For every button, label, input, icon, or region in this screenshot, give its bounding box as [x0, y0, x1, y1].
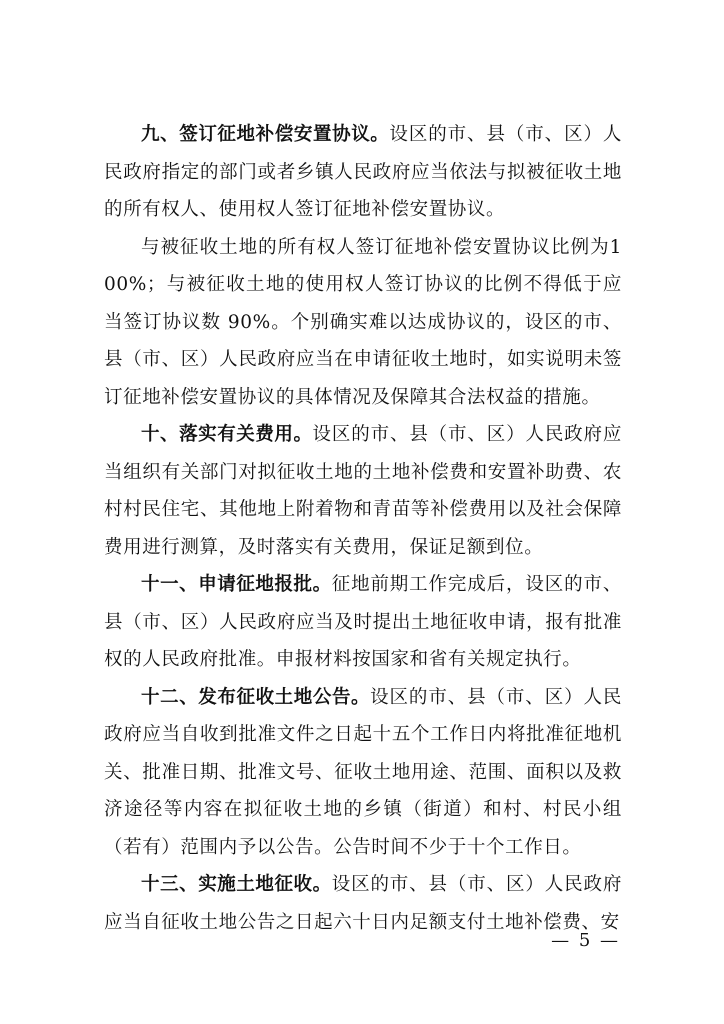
- paragraph-13: [104, 866, 622, 941]
- document-body: [104, 116, 622, 941]
- paragraph-text: 设区的市、县（市、区）人民政府应当组织有关部门对拟征收土地的土地补偿费和安置补助费、农村村民住宅、其他地上附着物和青苗等补偿费用以及社会保障费用进行测算，及时落实有关费用，保证足额到位。: [104, 424, 622, 558]
- section-heading: 十一、申请征地报批。: [141, 574, 332, 595]
- paragraph-11: [104, 566, 622, 679]
- section-heading: 十、落实有关费用。: [141, 424, 313, 445]
- section-heading: 十三、实施土地征收。: [141, 874, 332, 895]
- paragraph-text: 与被征收土地的所有权人签订征地补偿安置协议比例为100%；与被征收土地的使用权人签订协议的比例不得低于应当签订协议数 90%。个别确实难以达成协议的，设区的市、县（市、区）人民政府应当在申请征收土地时，如实说明未签订征地补偿安置协议的具体情况及保障其合法权益的措施。: [104, 236, 622, 408]
- paragraph-text: 设区的市、县（市、区）人民政府应当自收到批准文件之日起十五个工作日内将批准征地机关、批准日期、批准文号、征收土地用途、范围、面积以及救济途径等内容在拟征收土地的乡镇（街道）和村、村民小组（若有）范围内予以公告。公告时间不少于十个工作日。: [104, 686, 622, 858]
- paragraph-text: 设区的市、县（市、区）人民政府应当自征收土地公告之日起六十日内足额支付土地补偿费、安: [104, 874, 622, 933]
- paragraph-text: 设区的市、县（市、区）人民政府指定的部门或者乡镇人民政府应当依法与拟被征收土地的所有权人、使用权人签订征地补偿安置协议。: [104, 124, 622, 220]
- paragraph-9: [104, 116, 622, 229]
- section-heading: 十二、发布征收土地公告。: [141, 686, 371, 708]
- paragraph-9-continued: [104, 229, 622, 417]
- page-number: — 5 —: [551, 930, 620, 951]
- paragraph-10: [104, 416, 622, 566]
- section-heading: 九、签订征地补偿安置协议。: [141, 124, 390, 145]
- paragraph-text: 征地前期工作完成后，设区的市、县（市、区）人民政府应当及时提出土地征收申请，报有批准权的人民政府批准。申报材料按国家和省有关规定执行。: [104, 574, 622, 670]
- paragraph-12: [104, 679, 622, 867]
